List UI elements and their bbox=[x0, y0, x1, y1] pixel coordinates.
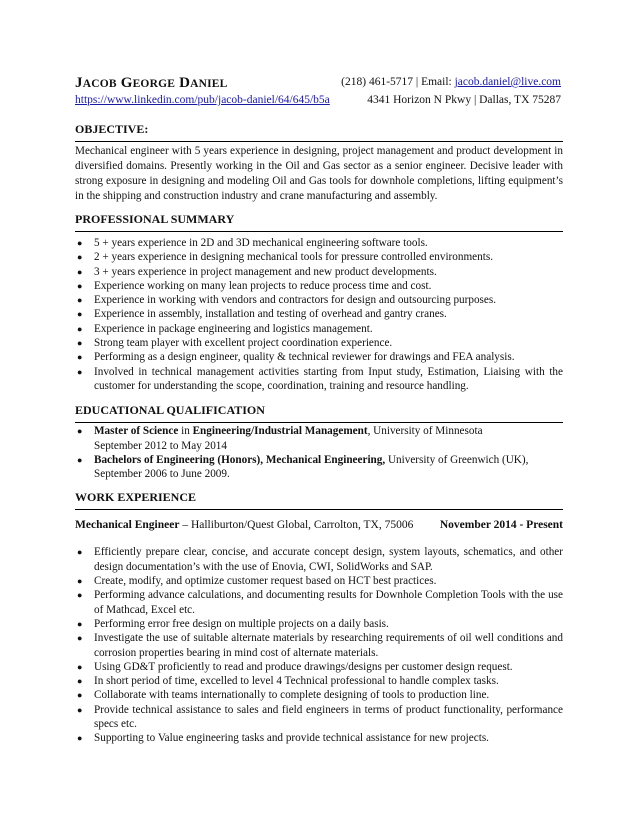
bullet-icon: ● bbox=[77, 618, 83, 629]
bullet-icon: ● bbox=[77, 704, 83, 715]
header-row-2 bbox=[75, 93, 563, 114]
dates: September 2006 to June 2009. bbox=[94, 468, 230, 481]
work-section bbox=[75, 490, 563, 745]
divider bbox=[75, 422, 563, 423]
field: Engineering/Industrial Management bbox=[192, 425, 368, 438]
bullet-icon: ● bbox=[77, 323, 83, 334]
work-list bbox=[75, 545, 563, 745]
list-item: ● Strong team player with excellent project coordination experience. bbox=[77, 337, 393, 350]
phone-email bbox=[341, 76, 561, 88]
phone-label: (218) 461-5717 | Email: bbox=[341, 76, 455, 88]
school: University of Greenwich (UK), bbox=[385, 453, 529, 466]
bullet-icon: ● bbox=[77, 266, 83, 277]
list-item: ● 5 + years experience in 2D and 3D mechanical engineering software tools. bbox=[77, 237, 428, 249]
objective-section bbox=[75, 122, 563, 204]
resume-page bbox=[75, 76, 563, 746]
candidate-name: JACOB GEORGE DANIEL bbox=[75, 75, 228, 91]
work-title: WORK EXPERIENCE bbox=[75, 490, 197, 505]
summary-title: PROFESSIONAL SUMMARY bbox=[75, 212, 235, 226]
summary-list bbox=[75, 236, 563, 393]
bullet-icon: ● bbox=[77, 633, 83, 644]
list-item: ● Provide technical assistance to sales and field engineers in terms of product functionality, performance specs etc. bbox=[77, 703, 563, 731]
job-dates: November 2014 - Present bbox=[439, 519, 563, 532]
list-item: ● Performing error free design on multiple projects on a daily basis. bbox=[77, 617, 389, 630]
bullet-icon: ● bbox=[77, 352, 83, 363]
education-section bbox=[75, 403, 563, 481]
job-title: Mechanical Engineer bbox=[75, 519, 180, 532]
education-title: EDUCATIONAL QUALIFICATION bbox=[75, 403, 265, 418]
list-item: ● Create, modify, and optimize customer request based on HCT best practices. bbox=[77, 575, 437, 588]
bullet-icon: ● bbox=[77, 690, 83, 701]
bullet-icon: ● bbox=[77, 590, 83, 601]
list-item: ● Experience in assembly, installation and testing of overhead and gantry cranes. bbox=[77, 308, 447, 321]
bullet-icon: ● bbox=[77, 454, 83, 465]
divider bbox=[75, 231, 563, 232]
bullet-icon: ● bbox=[77, 676, 83, 687]
address: 4341 Horizon N Pkwy | Dallas, TX 75287 bbox=[367, 94, 561, 106]
bullet-icon: ● bbox=[77, 576, 83, 587]
divider bbox=[75, 509, 563, 510]
job-header bbox=[75, 519, 563, 535]
bullet-icon: ● bbox=[77, 661, 83, 672]
list-item: ● In short period of time, excelled to level 4 Technical professional to handle complex tasks. bbox=[77, 675, 499, 688]
list-item: ● Supporting to Value engineering tasks and provide technical assistance for new projects. bbox=[77, 732, 489, 745]
school: , University of Minnesota bbox=[367, 425, 483, 438]
list-item: ● Performing as a design engineer, quality & technical reviewer for drawings and FEA analysis. bbox=[77, 351, 515, 364]
list-item: ● Performing advance calculations, and documenting results for Downhole Completion Tools with the use of Mathcad, Excel etc. bbox=[77, 589, 563, 616]
bullet-icon: ● bbox=[77, 547, 83, 558]
bullet-icon: ● bbox=[77, 238, 83, 248]
list-item: ● Involved in technical management activities starting from Input study, Estimation, Liaising with the customer for understanding the scope, coordination, training and resource handling. bbox=[77, 365, 563, 392]
summary-section bbox=[75, 212, 563, 393]
bullet-icon: ● bbox=[77, 280, 83, 291]
job-company: – Halliburton/Quest Global, Carrolton, TX, 75006 bbox=[179, 519, 414, 532]
email-link[interactable]: jacob.daniel@live.com bbox=[454, 76, 561, 88]
list-item: ● Master of Science in Engineering/Industrial Management, University of Minnesota September 2012 to May 2014 bbox=[77, 425, 483, 452]
list-item: ● Collaborate with teams internationally to complete designing of tools to production line. bbox=[77, 689, 490, 702]
bullet-icon: ● bbox=[77, 252, 83, 263]
dates: September 2012 to May 2014 bbox=[94, 439, 227, 452]
list-item bbox=[75, 453, 563, 482]
list-item: ● Efficiently prepare clear, concise, and accurate concept design, system layouts, schematics, and other design documentation’s with the use of Enovia, CWI, SolidWorks and SAP. bbox=[77, 546, 563, 573]
bullet-icon: ● bbox=[77, 338, 83, 349]
header-row-1 bbox=[75, 76, 563, 93]
objective-text: Mechanical engineer with 5 years experience in designing, project management and product development in diversified domains. Presently working in the Oil and Gas sector as a senior engineer. Decisive leader with strong exposure in designing and modeling Oil and Gas tools for downhole completions, lifting equipment’s in the shipping and construction industry and crane manufacturing and assembly. bbox=[75, 145, 563, 202]
list-item: ● Experience working on many lean projects to reduce process time and cost. bbox=[77, 279, 432, 292]
list-item: ● Experience in package engineering and logistics management. bbox=[77, 322, 373, 335]
list-item: ● 2 + years experience in designing mechanical tools for pressure controlled environments. bbox=[77, 251, 493, 264]
linkedin-link[interactable]: https://www.linkedin.com/pub/jacob-daniel/64/645/b5a bbox=[75, 94, 330, 106]
degree: Master of Science bbox=[94, 425, 179, 438]
bullet-icon: ● bbox=[77, 295, 83, 306]
bullet-icon: ● bbox=[77, 366, 83, 377]
objective-title: OBJECTIVE: bbox=[75, 122, 149, 136]
education-list bbox=[75, 424, 563, 481]
list-item: ● 3 + years experience in project management and new product developments. bbox=[77, 265, 437, 278]
bullet-icon: ● bbox=[77, 426, 83, 437]
degree: Bachelors of Engineering (Honors), Mechanical Engineering, bbox=[94, 453, 386, 466]
divider bbox=[75, 141, 563, 142]
bullet-icon: ● bbox=[77, 733, 83, 744]
bullet-icon: ● bbox=[77, 309, 83, 320]
list-item: ● Experience in working with vendors and contractors for design and outsourcing purposes. bbox=[77, 294, 497, 307]
list-item: ● Using GD&T proficiently to read and produce drawings/designs per customer design request. bbox=[77, 660, 513, 673]
list-item: ● Investigate the use of suitable alternate materials by researching requirements of oil well conditions and corrosion properties bearing in mind cost of alternate materials. bbox=[77, 632, 563, 659]
